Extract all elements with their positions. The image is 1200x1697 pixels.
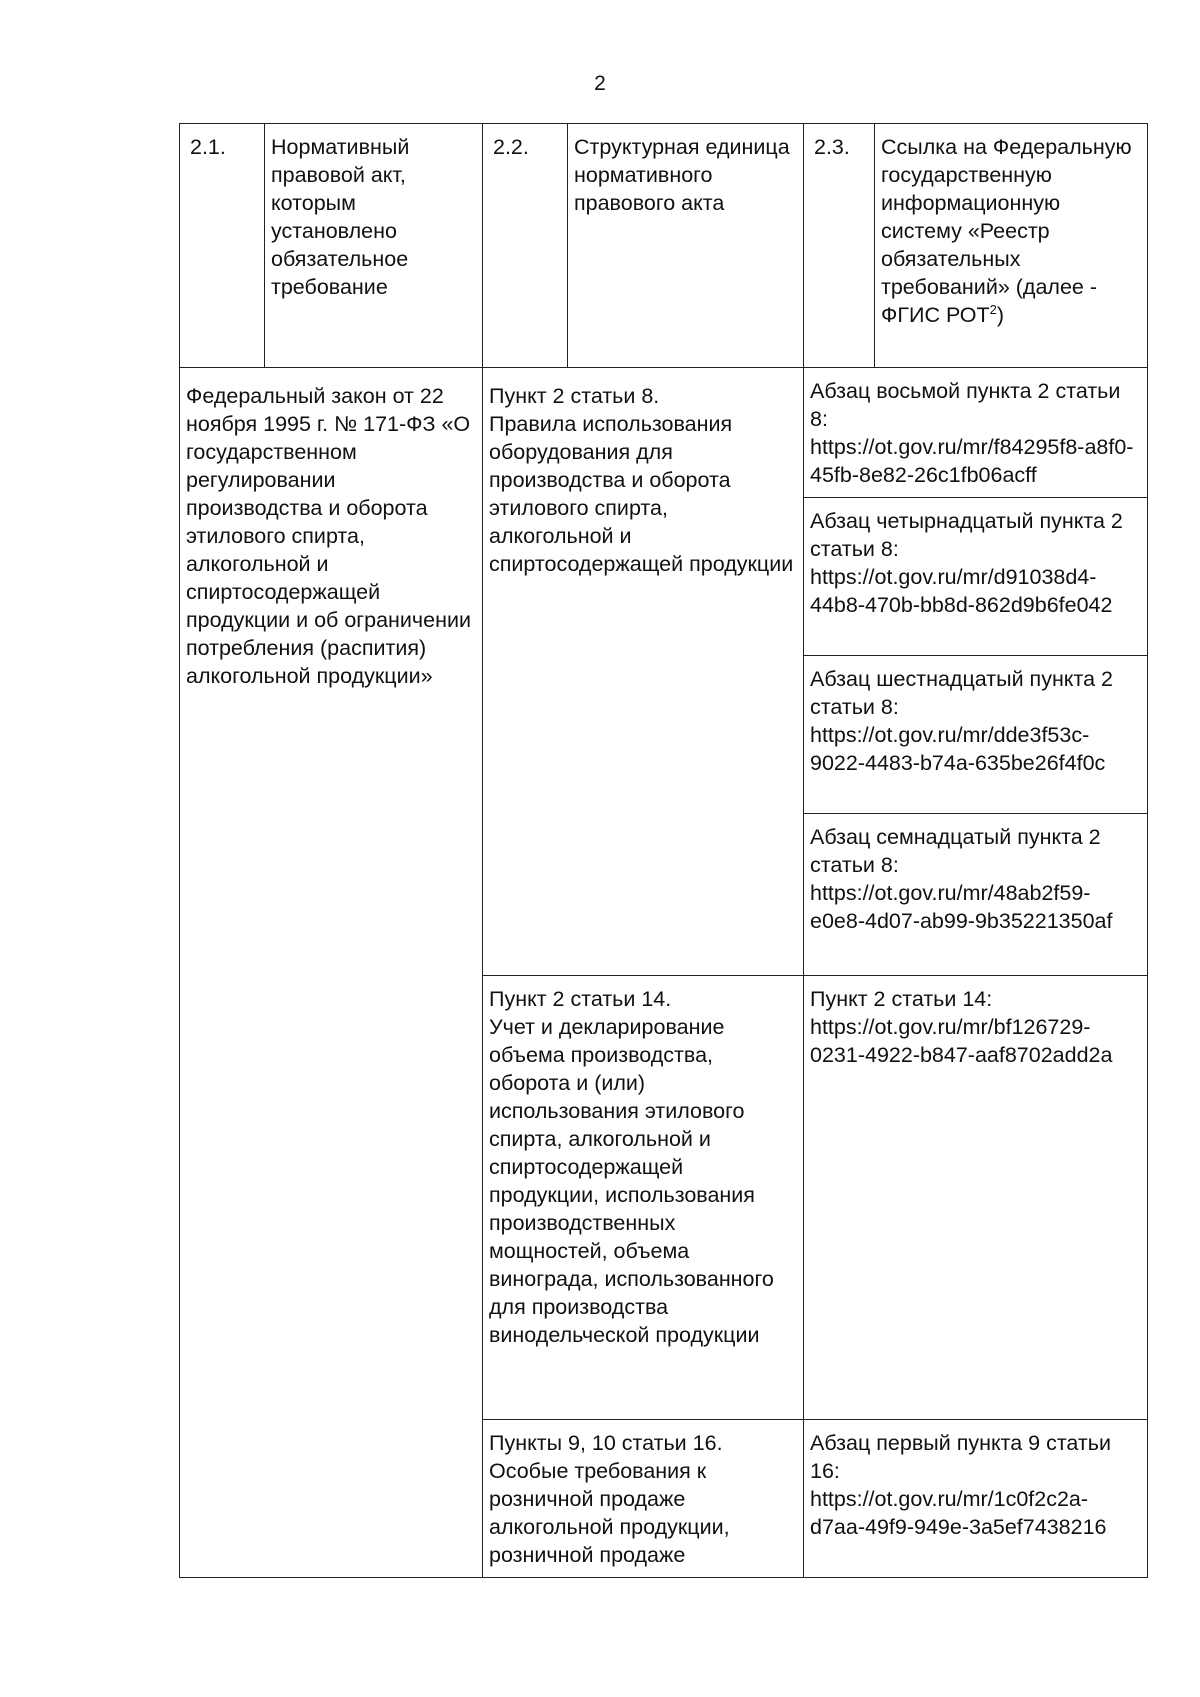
link-cell: Пункт 2 статьи 14: https://ot.gov.ru/mr/bf126729-0231-4922-b847-aaf8702add2a bbox=[804, 976, 1148, 1420]
page-number: 2 bbox=[594, 72, 606, 95]
header-col3-number: 2.3. bbox=[804, 124, 875, 368]
header-col2-title: Структурная единица нормативного правового акта bbox=[568, 124, 804, 368]
table-header-row bbox=[180, 124, 1148, 368]
header-col3-text: Ссылка на Федеральную государственную информационную систему «Реестр обязательных требований» (далее - ФГИС РОТ bbox=[881, 135, 1132, 327]
table-row bbox=[180, 368, 1148, 498]
unit-cell: Пункт 2 статьи 8. Правила использования оборудования для производства и оборота этилового спирта, алкогольной и спиртосодержащей продукции bbox=[483, 368, 804, 976]
unit-cell: Пункты 9, 10 статьи 16. Особые требования к розничной продаже алкогольной продукции, розничной продаже bbox=[483, 1420, 804, 1578]
footnote-marker: 2 bbox=[989, 301, 997, 317]
header-col1-number: 2.1. bbox=[180, 124, 265, 368]
act-title-cell: Федеральный закон от 22 ноября 1995 г. № 171-ФЗ «О государственном регулировании производства и оборота этилового спирта, алкогольной и спиртосодержащей продукции и об ограничении потребления (распития) алкогольной продукции» bbox=[180, 368, 483, 1578]
unit-cell: Пункт 2 статьи 14. Учет и декларирование объема производства, оборота и (или) использования этилового спирта, алкогольной и спиртосодержащей продукции, использования производственных мощностей, объема винограда, использованного для производства винодельческой продукции bbox=[483, 976, 804, 1420]
requirements-table bbox=[179, 123, 1148, 1578]
link-cell: Абзац шестнадцатый пункта 2 статьи 8: https://ot.gov.ru/mr/dde3f53c-9022-4483-b74a-635be26f4f0c bbox=[804, 656, 1148, 814]
link-cell: Абзац восьмой пункта 2 статьи 8: https://ot.gov.ru/mr/f84295f8-a8f0-45fb-8e82-26c1fb06acff bbox=[804, 368, 1148, 498]
link-cell: Абзац четырнадцатый пункта 2 статьи 8: https://ot.gov.ru/mr/d91038d4-44b8-470b-bb8d-862d9b6fe042 bbox=[804, 498, 1148, 656]
header-col2-number: 2.2. bbox=[483, 124, 568, 368]
header-col3-title bbox=[875, 124, 1148, 368]
link-cell: Абзац семнадцатый пункта 2 статьи 8: https://ot.gov.ru/mr/48ab2f59-e0e8-4d07-ab99-9b35221350af bbox=[804, 814, 1148, 976]
header-col3-tail: ) bbox=[996, 303, 1005, 327]
link-cell: Абзац первый пункта 9 статьи 16: https://ot.gov.ru/mr/1c0f2c2a-d7aa-49f9-949e-3a5ef7438216 bbox=[804, 1420, 1148, 1578]
header-col1-title: Нормативный правовой акт, которым установлено обязательное требование bbox=[265, 124, 483, 368]
